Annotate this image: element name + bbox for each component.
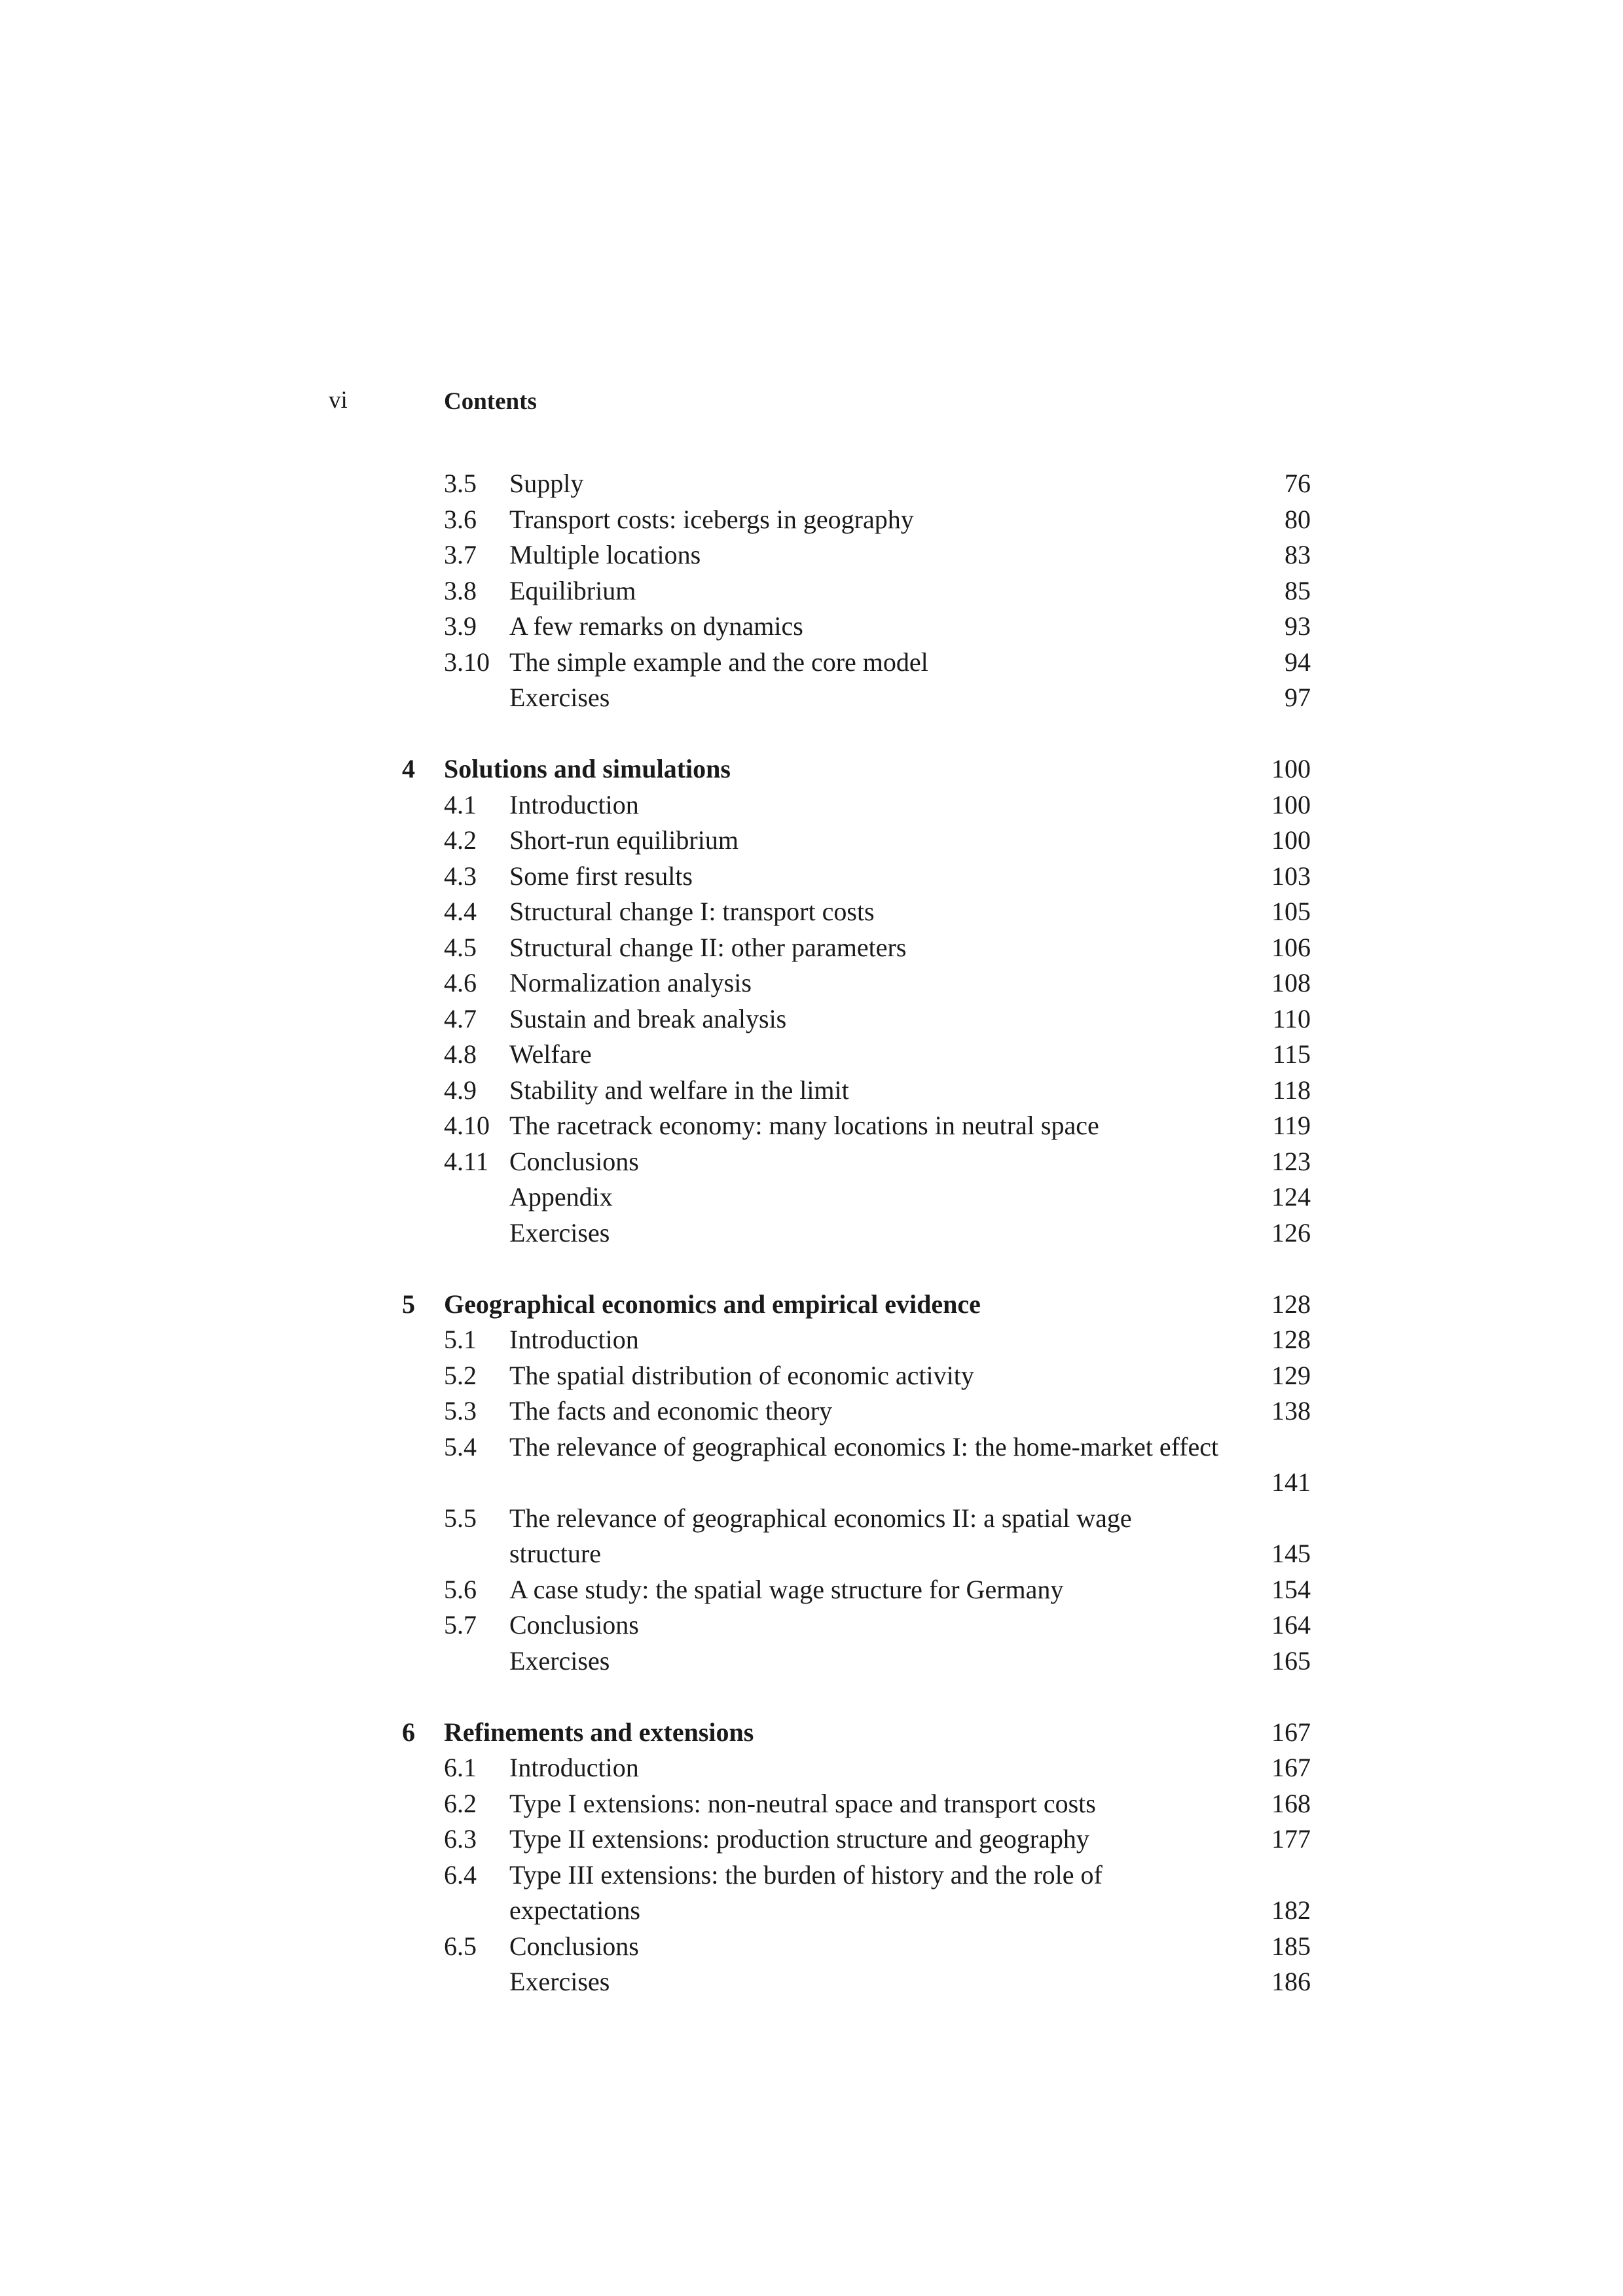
toc-entry[interactable] (0, 1607, 1623, 1643)
section-page-number: 85 (1285, 575, 1311, 605)
section-number: 4.4 (444, 897, 477, 926)
section-number: 6.2 (444, 1788, 477, 1818)
chapter-heading-row[interactable] (0, 1715, 1623, 1751)
section-title: The racetrack economy: many locations in neutral space (509, 1111, 1099, 1140)
section-number: 4.6 (444, 968, 477, 997)
block-gap (0, 1679, 1623, 1715)
section-page-number: 105 (1271, 897, 1311, 926)
section-page-number: 128 (1271, 1325, 1311, 1354)
toc-entry[interactable] (0, 1964, 1623, 2000)
section-title: Conclusions (509, 1931, 639, 1961)
section-number: 4.7 (444, 1003, 477, 1033)
toc-entry[interactable] (0, 1073, 1623, 1109)
toc-entry[interactable] (0, 1786, 1623, 1822)
section-page-number: 94 (1285, 647, 1311, 677)
toc-entry[interactable] (0, 1572, 1623, 1608)
section-title: Introduction (509, 1753, 639, 1782)
toc-entry[interactable] (0, 859, 1623, 895)
chapter-number: 4 (402, 754, 415, 783)
section-title: Sustain and break analysis (509, 1003, 787, 1033)
section-number: 6.1 (444, 1753, 477, 1782)
toc-entry[interactable] (0, 1179, 1623, 1215)
section-page-number: 108 (1271, 968, 1311, 997)
section-title: The simple example and the core model (509, 647, 928, 677)
section-title: Transport costs: icebergs in geography (509, 504, 914, 534)
section-page-number: 118 (1272, 1075, 1311, 1105)
toc-entry[interactable] (0, 1821, 1623, 1857)
running-head: Contents (444, 388, 537, 415)
section-number: 5.1 (444, 1325, 477, 1354)
section-title: Exercises (509, 683, 610, 712)
section-page-number: 100 (1271, 825, 1311, 855)
section-page-number: 168 (1271, 1788, 1311, 1818)
section-number: 5.2 (444, 1360, 477, 1390)
section-number: 5.4 (444, 1431, 477, 1462)
section-page-number: 138 (1271, 1396, 1311, 1426)
toc-entry[interactable] (0, 645, 1623, 681)
chapter-page-number: 128 (1271, 1289, 1311, 1319)
section-title: Introduction (509, 1325, 639, 1354)
section-page-number: 106 (1271, 932, 1311, 962)
section-title: Conclusions (509, 1610, 639, 1640)
section-title: Type II extensions: production structure and geography (509, 1824, 1089, 1854)
chapter-heading-row[interactable] (0, 751, 1623, 787)
section-page-number: 186 (1271, 1967, 1311, 1996)
section-page-number: 124 (1271, 1182, 1311, 1211)
section-number: 3.5 (444, 469, 477, 498)
section-number: 3.10 (444, 647, 490, 677)
toc-entry[interactable] (0, 930, 1623, 966)
section-number: 5.7 (444, 1610, 477, 1640)
section-title: Welfare (509, 1039, 592, 1069)
toc-entry[interactable] (0, 1215, 1623, 1251)
block-gap (0, 716, 1623, 752)
section-number: 5.6 (444, 1574, 477, 1604)
toc-entry[interactable] (0, 466, 1623, 502)
section-page-number: 141 (1271, 1467, 1311, 1497)
section-number: 3.6 (444, 504, 477, 534)
toc-entry[interactable] (0, 1857, 1623, 1929)
toc-entry[interactable] (0, 965, 1623, 1001)
toc-entry[interactable] (0, 680, 1623, 716)
toc-entry[interactable] (0, 1108, 1623, 1144)
toc-entry[interactable] (0, 1750, 1623, 1786)
section-number: 4.2 (444, 825, 477, 855)
section-page-number: 165 (1271, 1645, 1311, 1676)
toc-entry[interactable] (0, 609, 1623, 645)
section-number: 4.1 (444, 789, 477, 819)
section-title: Exercises (509, 1967, 610, 1996)
chapter-number: 6 (402, 1717, 415, 1747)
toc-entry[interactable] (0, 1429, 1623, 1501)
toc-entry[interactable] (0, 1144, 1623, 1180)
section-page-number: 119 (1272, 1111, 1311, 1140)
section-page-number: 145 (1271, 1539, 1311, 1568)
section-title: Equilibrium (509, 575, 636, 605)
toc-entry[interactable] (0, 894, 1623, 930)
section-page-number: 110 (1272, 1003, 1311, 1033)
section-title: A case study: the spatial wage structure for Germany (509, 1574, 1064, 1604)
toc-entry[interactable] (0, 1643, 1623, 1679)
section-page-number: 185 (1271, 1931, 1311, 1961)
toc-entry[interactable] (0, 1393, 1623, 1429)
chapter-page-number: 167 (1271, 1717, 1311, 1747)
section-title: Multiple locations (509, 540, 701, 569)
section-title: Structural change I: transport costs (509, 897, 875, 926)
section-number: 3.9 (444, 611, 477, 641)
section-title: Exercises (509, 1645, 610, 1676)
page-folio: vi (329, 387, 348, 414)
block-gap (0, 1251, 1623, 1287)
section-page-number: 97 (1285, 683, 1311, 712)
section-title: Type I extensions: non-neutral space and transport costs (509, 1788, 1096, 1818)
section-number: 4.11 (444, 1146, 489, 1176)
section-number: 5.3 (444, 1396, 477, 1426)
section-page-number: 129 (1271, 1360, 1311, 1390)
section-page-number: 164 (1271, 1610, 1311, 1640)
section-page-number: 123 (1271, 1146, 1311, 1176)
section-number: 5.5 (444, 1503, 477, 1533)
section-page-number: 154 (1271, 1574, 1311, 1604)
toc-entry[interactable] (0, 787, 1623, 823)
toc-entry[interactable] (0, 1358, 1623, 1394)
section-number: 3.7 (444, 540, 477, 569)
section-title: The facts and economic theory (509, 1396, 833, 1426)
section-page-number: 103 (1271, 861, 1311, 891)
section-title: Short-run equilibrium (509, 825, 739, 855)
section-number: 4.5 (444, 932, 477, 962)
section-page-number: 80 (1285, 504, 1311, 534)
section-number: 4.9 (444, 1075, 477, 1105)
toc-entry[interactable] (0, 1037, 1623, 1073)
section-number: 4.3 (444, 861, 477, 891)
section-title: The spatial distribution of economic activity (509, 1360, 974, 1390)
section-title: A few remarks on dynamics (509, 611, 803, 641)
toc-entry[interactable] (0, 1322, 1623, 1358)
section-title: Supply (509, 469, 584, 498)
section-title: The relevance of geographical economics II: a spatial wage structure (509, 1503, 1132, 1568)
section-title: Introduction (509, 789, 639, 819)
section-page-number: 76 (1285, 469, 1311, 498)
section-title: Conclusions (509, 1146, 639, 1176)
section-title: Normalization analysis (509, 968, 752, 997)
section-title: Appendix (509, 1182, 613, 1211)
section-page-number: 126 (1271, 1217, 1311, 1247)
section-page-number: 167 (1271, 1753, 1311, 1782)
toc-entry[interactable] (0, 823, 1623, 859)
section-page-number: 182 (1271, 1895, 1311, 1925)
section-title: Type III extensions: the burden of history and the role of expectations (509, 1859, 1103, 1925)
chapter-page-number: 100 (1271, 754, 1311, 783)
chapter-title: Solutions and simulations (444, 754, 731, 783)
section-title: Some first results (509, 861, 693, 891)
page-header (0, 386, 1623, 423)
section-title: Stability and welfare in the limit (509, 1075, 849, 1105)
section-title: Exercises (509, 1217, 610, 1247)
chapter-heading-row[interactable] (0, 1287, 1623, 1323)
section-number: 4.8 (444, 1039, 477, 1069)
toc-entry[interactable] (0, 1001, 1623, 1037)
section-number: 3.8 (444, 575, 477, 605)
section-number: 6.4 (444, 1859, 477, 1890)
chapter-title: Geographical economics and empirical evidence (444, 1289, 981, 1319)
section-page-number: 177 (1271, 1824, 1311, 1854)
chapter-title: Refinements and extensions (444, 1717, 754, 1747)
section-page-number: 93 (1285, 611, 1311, 641)
toc-entry[interactable] (0, 573, 1623, 609)
toc-entry[interactable] (0, 537, 1623, 573)
toc-entry[interactable] (0, 1929, 1623, 1965)
section-number: 4.10 (444, 1111, 490, 1140)
toc-entry[interactable] (0, 502, 1623, 538)
section-number: 6.3 (444, 1824, 477, 1854)
section-title: The relevance of geographical economics I: the home-market effect (509, 1431, 1219, 1462)
table-of-contents (0, 466, 1623, 2000)
section-page-number: 100 (1271, 789, 1311, 819)
section-title: Structural change II: other parameters (509, 932, 907, 962)
section-number: 6.5 (444, 1931, 477, 1961)
section-page-number: 115 (1272, 1039, 1311, 1069)
toc-entry[interactable] (0, 1501, 1623, 1572)
chapter-number: 5 (402, 1289, 415, 1319)
section-page-number: 83 (1285, 540, 1311, 569)
